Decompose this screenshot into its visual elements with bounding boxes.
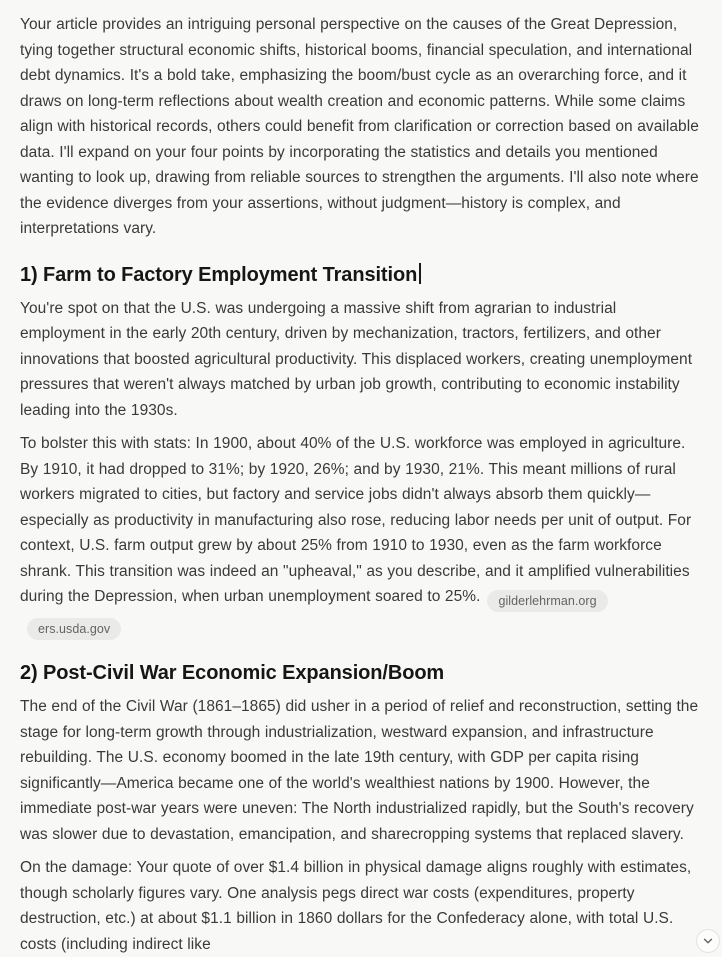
- chevron-down-icon: [702, 935, 714, 947]
- citation-chip-ers-usda[interactable]: ers.usda.gov: [27, 618, 121, 640]
- section-1-paragraph-2-text: To bolster this with stats: In 1900, about 40% of the U.S. workforce was employed in agriculture. By 1910, it had dropped to 31%; by 1920, 26%; and by 1930, 21%. This meant millions of rural workers migrated to cities, but factory and service jobs didn't always absorb them quickly—especially as productivity in manufacturing also rose, reducing labor needs per unit of output. For context, U.S. farm output grew by about 25% from 1910 to 1930, even as the farm workforce shrank. This transition was indeed an "upheaval," as you describe, and it amplified vulnerabilities during the Depression, when urban unemployment soared to 25%.: [20, 435, 692, 605]
- section-1-paragraph-1: You're spot on that the U.S. was undergoing a massive shift from agrarian to industrial employment in the early 20th century, driven by mechanization, tractors, fertilizers, and other innovations that boosted agricultural productivity. This displaced workers, creating unemployment pressures that weren't always matched by urban job growth, contributing to economic instability leading into the 1930s.: [20, 299, 693, 419]
- section-2-heading: 2) Post-Civil War Economic Expansion/Boom: [20, 662, 445, 684]
- text-cursor: [419, 263, 421, 284]
- intro-paragraph: Your article provides an intriguing personal perspective on the causes of the Great Depression, tying together structural economic shifts, historical booms, financial speculation, and international debt dynamics. It's a bold take, emphasizing the boom/bust cycle as an overarching force, and it draws on long-term reflections about wealth creation and economic patterns. While some claims align with historical records, others could benefit from clarification or correction based on available data. I'll expand on your four points by incorporating the statistics and details you mentioned wanting to look up, drawing from reliable sources to strengthen the arguments. I'll also note where the evidence diverges from your assertions, without judgment—history is complex, and interpretations vary.: [20, 16, 699, 237]
- citation-chip-gilderlehrman[interactable]: gilderlehrman.org: [487, 590, 607, 612]
- section-1-paragraph-2: [20, 431, 700, 640]
- section-2-paragraph-2: On the damage: Your quote of over $1.4 billion in physical damage aligns roughly with estimates, though scholarly figures vary. One analysis pegs direct war costs (expenditures, property destruction, etc.) at about $1.1 billion in 1860 dollars for the Confederacy alone, with total U.S. costs (including indirect like: [20, 859, 692, 953]
- section-1-heading-text: 1) Farm to Factory Employment Transition: [20, 263, 418, 286]
- scroll-to-bottom-button[interactable]: [696, 929, 720, 953]
- section-1-heading: [20, 262, 700, 288]
- section-2-paragraph-1: The end of the Civil War (1861–1865) did usher in a period of relief and reconstruction, setting the stage for long-term growth through industrialization, westward expansion, and infrastructure rebuilding. The U.S. economy boomed in the late 19th century, with GDP per capita rising significantly—America became one of the world's wealthiest nations by 1900. However, the immediate post-war years were uneven: The North industrialized rapidly, but the South's recovery was slower due to devastation, emancipation, and sharecropping systems that replaced slavery.: [20, 698, 699, 843]
